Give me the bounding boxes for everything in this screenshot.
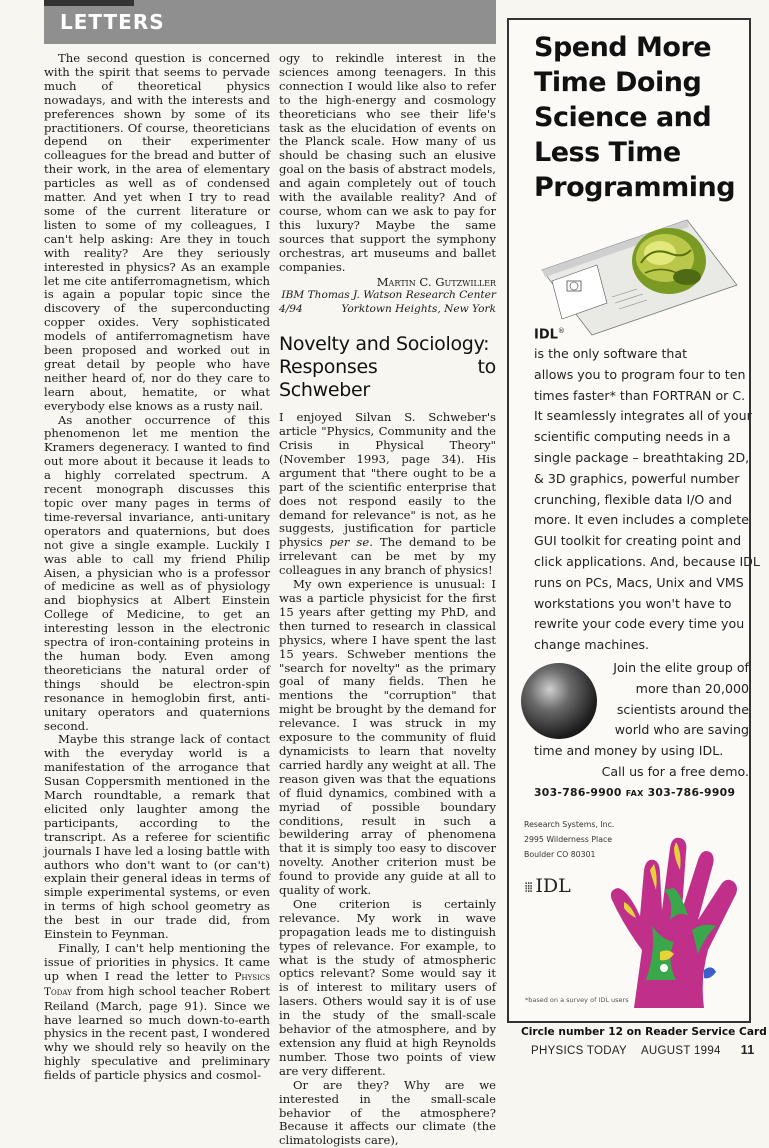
idl-logo: [524, 875, 571, 897]
emphasis: per se: [329, 535, 370, 550]
ad-contact-numbers: [534, 786, 735, 799]
signature-line: [279, 303, 496, 317]
paragraph: [44, 942, 270, 1083]
ad-line: more than 20,000: [635, 680, 749, 696]
paragraph: Or are they? Why are we interested in the small-scale behavior of the atmosphere? Because it affects our climate (the climatologists care),: [279, 1077, 496, 1148]
hand-image: [604, 830, 749, 1010]
paragraph-text: Finally, I can't help mentioning the issue of priorities in physics. It came up when I read the letter to: [44, 941, 270, 983]
company-address: [524, 817, 614, 862]
header-accent: [44, 0, 134, 6]
ad-join-text: [534, 658, 749, 783]
paragraph-text: I enjoyed Silvan S. Schweber's article "Physics, Community and the Crisis in Physical Theory" (November 1993, page 34). His argument that "there ought to be a part of the scientific enterprise that does not respond easily to the demand for relevance" is not, as he suggests, justification for particle physics: [279, 410, 496, 550]
ad-line: scientific computing needs in a: [534, 429, 731, 445]
article-title: [279, 333, 496, 402]
ad-footnote: *based on a survey of IDL users: [525, 996, 629, 1004]
ad-headline-line: Time Doing: [534, 67, 702, 98]
footer-issue: AUGUST 1994: [640, 1045, 721, 1057]
paragraph: [279, 411, 496, 578]
ad-line: & 3D graphics, powerful number: [534, 470, 740, 486]
ad-line: click applications. And, because IDL: [534, 553, 760, 569]
registered-mark: ®: [557, 327, 565, 335]
signature-name: Martin C. Gutzwiller: [376, 274, 496, 289]
idl-advertisement: [507, 18, 760, 1023]
page-number: 11: [740, 1043, 755, 1057]
ad-line: workstations you won't have to: [534, 595, 732, 611]
paragraph: As another occurrence of this phenomenon let me mention the Kramers degeneracy. I wanted to find out more about it because it leads to a highly correlated spectrum. A recent monograph discusses this topic over many pages in terms of time-reversal invariance, anti-unitary operators and quaternions, but does not give a single example. Luckily I was able to call my friend Philip Aisen, a physician who is a professor of medicine as well as of physiology and biophysics at Albert Einstein College of Medicine, to get an interesting lesson in the electronic spectra of iron-containing proteins in the human body. Even among theoreticians the natural order of things should be electron-spin resonance in hemoglobin first, anti-unitary operators and quaternions second.: [44, 412, 270, 733]
ad-line: single package – breathtaking 2D,: [534, 449, 750, 465]
logo-text: IDL: [535, 875, 571, 897]
address-line: Research Systems, Inc.: [524, 820, 615, 829]
ad-headline-line: Programming: [534, 172, 736, 203]
letter-column-2: [279, 52, 496, 1148]
ad-headline: [534, 30, 749, 205]
paragraph: One criterion is certainly relevance. My work in wave propagation leads me to distinguish types of relevance. For example, to what is the study of atmospheric optics relevant? Some would say it is of interest to military users of lasers. Others would say it is of use in the study of the small-scale behavior of the atmosphere, and by extension any fluid at high Reynolds number. Those two points of view are very different.: [279, 896, 496, 1078]
ad-line: allows you to program four to ten: [534, 366, 746, 382]
footer-journal: PHYSICS TODAY: [531, 1045, 627, 1057]
ad-brand: [534, 327, 565, 342]
ad-line: time and money by using IDL.: [534, 743, 724, 759]
journal-name: Physics Today: [44, 970, 270, 998]
paragraph: The second question is concerned with the spirit that seems to pervade much of theoretical physics nowadays, and with the interests and preferences shown by some of its practitioners. Of course, theoreticians depend on their experimenter colleagues for the bread and butter of their work, in the area of elementary particles as well as of condensed matter. And yet when I try to read some of the current literature or listen to some of my colleagues, I can't help asking: Are they in touch with reality? Are they seriously interested in physics? As an example let me cite antiferromagnetism, which is again a popular topic since the discovery of the superconducting copper oxides. Very sophisticated models of antiferromagnetism have been proposed and worked out in great detail by people who have neither heard of, nor do they care to learn about, hematite, or what everybody else knows as a rusty nail.: [44, 51, 270, 413]
ad-line: rewrite your code every time you: [534, 616, 745, 632]
fax-number: 303-786-9909: [647, 786, 736, 799]
ad-line: It seamlessly integrates all of your: [534, 408, 752, 424]
letter-column-1: [44, 52, 270, 1083]
paragraph: Maybe this strange lack of contact with the everyday world is a manifestation of the arrogance that Susan Coppersmith mentioned in the March roundtable, a remark that elicited only laughter among the participants, according to the transcript. As a referee for scientific journals I have led a losing battle with authors who don't want to (or can't) explain their general ideas in terms of simple experimental systems, or even in terms of high school geometry as the best in our trade did, from Einstein to Feynman.: [44, 732, 270, 942]
ad-line: is the only software that: [534, 346, 688, 361]
ad-headline-line: Less Time: [534, 137, 681, 168]
paragraph: My own experience is unusual: I was a particle physicist for the first 15 years after getting my PhD, and then turned to research in classical physics, where I have spent the last 15 years. Schweber mentions the "search for novelty" as the primary goal of many fields. Then he mentions the "corruption" that might be brought by the demand for relevance. I was struck in my exposure to the community of fluid dynamicists to learn that novelty carried hardly any weight at all. The reason given was that the equations of fluid dynamics, combined with a myriad of possible boundary conditions, result in such a bewildering array of phenomena that it is simply too easy to discover novelty. Another criterion must be found to provide any guide at all to quality of work.: [279, 577, 496, 898]
ad-body-text: [534, 344, 760, 656]
brain-visualization-image: [537, 215, 742, 340]
ad-line: scientists around the: [616, 701, 749, 717]
ad-headline-line: Science and: [534, 102, 712, 133]
address-line: Boulder CO 80301: [524, 850, 596, 859]
logo-dots-icon: ⁞⁞⁞: [524, 880, 532, 896]
ad-headline-line: Spend More: [534, 32, 712, 63]
ad-line: GUI toolkit for creating point and: [534, 533, 742, 549]
signature-date: 4/94: [279, 303, 303, 316]
address-line: 2995 Wilderness Place: [524, 835, 613, 844]
paragraph-text: from high school teacher Robert Reiland (March, page 91). Since we have learned so much down-to-earth physics in the recent past, I wondered why we should rely so heavily on the highly speculative and preliminary fields of particle physics and cosmol-: [44, 983, 270, 1083]
ad-demo-line: Call us for a free demo.: [601, 763, 749, 779]
brand-name: IDL: [534, 327, 558, 343]
signature-affiliation: IBM Thomas J. Watson Research Center: [281, 289, 496, 302]
article-title-line: Novelty and Sociology:: [279, 333, 490, 356]
phone-number: 303-786-9900: [534, 786, 622, 799]
page-footer: [531, 1043, 755, 1057]
ad-line: Join the elite group of: [613, 660, 749, 675]
reader-service-note: Circle number 12 on Reader Service Card: [521, 1026, 767, 1038]
ad-line: change machines.: [534, 637, 650, 653]
ad-line: runs on PCs, Macs, Unix and VMS: [534, 574, 744, 590]
ad-line: more. It even includes a complete: [534, 512, 749, 528]
article-title-line: Responses to Schweber: [279, 356, 496, 402]
ad-line: crunching, flexible data I/O and: [534, 491, 733, 507]
paragraph-text: . The demand to be irrelevant can be met by my colleagues in any branch of physics!: [279, 535, 496, 578]
fax-label: FAX: [625, 789, 644, 798]
ad-line: world who are saving: [614, 722, 749, 738]
signature-place: Yorktown Heights, New York: [341, 303, 496, 316]
section-title: LETTERS: [60, 10, 165, 34]
paragraph: ogy to rekindle interest in the sciences among teenagers. In this connection I would like also to refer to the high-energy and cosmology theoreticians who see their life's task as the elucidation of events on the Planck scale. How many of us should be chasing such an elusive goal on the basis of abstract models, and again completely out of touch with the available reality? And of course, whom can we ask to pay for this luxury? Maybe the same sources that support the symphony orchestras, art museums and ballet companies.: [279, 51, 496, 274]
ad-line: times faster* than FORTRAN or C.: [534, 387, 746, 403]
